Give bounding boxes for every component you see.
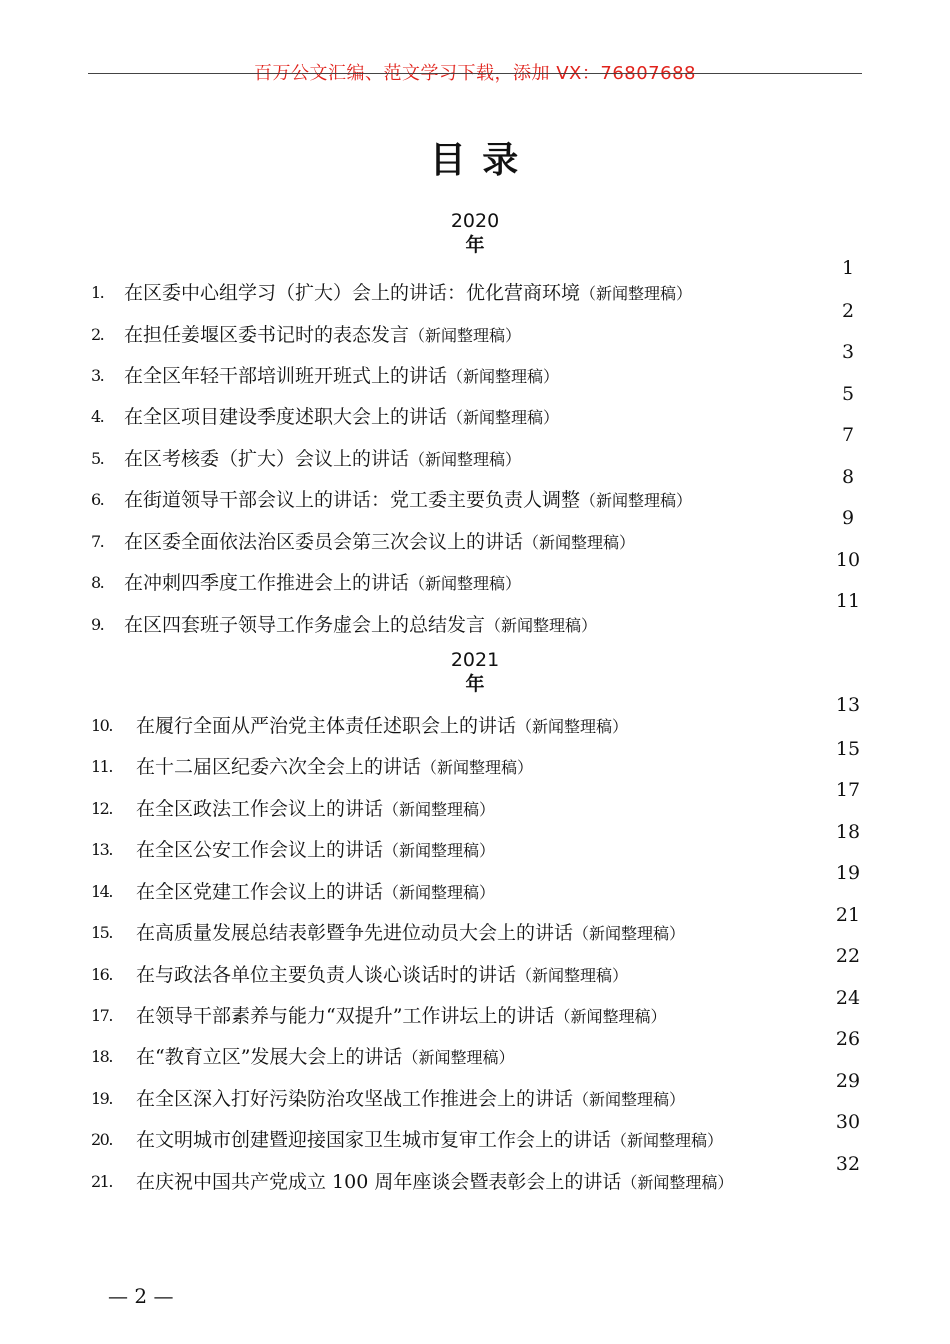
toc-entry-note: （新闻整理稿） bbox=[409, 574, 522, 593]
toc-entry-title: 在全区年轻干部培训班开班式上的讲话 bbox=[124, 365, 448, 387]
toc-entry-title: 在区委中心组学习（扩大）会上的讲话：优化营商环境 bbox=[124, 282, 581, 304]
toc-entry-number: 19. bbox=[91, 1089, 112, 1108]
toc-entry-number: 9. bbox=[91, 615, 104, 634]
toc-entry-note: （新闻整理稿） bbox=[421, 758, 534, 777]
toc-entry-number: 10. bbox=[91, 716, 112, 735]
toc-entry-title: 在冲刺四季度工作推进会上的讲话 bbox=[124, 572, 410, 594]
toc-entry-title: 在全区党建工作会议上的讲话 bbox=[136, 881, 384, 903]
toc-entry-title: 在履行全面从严治党主体责任述职会上的讲话 bbox=[136, 715, 517, 737]
toc-entry-note: （新闻整理稿） bbox=[485, 616, 598, 635]
header-watermark-text: 百万公文汇编、范文学习下载，添加 VX：76807688 bbox=[254, 63, 696, 84]
toc-entry-number: 8. bbox=[91, 573, 104, 592]
toc-entry-number: 17. bbox=[91, 1006, 112, 1025]
toc-entry-note: （新闻整理稿） bbox=[516, 717, 629, 736]
toc-page-number: 30 bbox=[835, 1111, 861, 1133]
toc-page-number: 15 bbox=[835, 738, 861, 760]
toc-page-number: 5 bbox=[841, 383, 855, 405]
toc-entry-number: 20. bbox=[91, 1130, 112, 1149]
toc-entry-title: 在区考核委（扩大）会议上的讲话 bbox=[124, 448, 410, 470]
toc-page-number: 13 bbox=[835, 694, 861, 716]
year-number: 2020 bbox=[450, 210, 500, 232]
toc-page-number: 21 bbox=[835, 904, 861, 926]
toc-page-number: 3 bbox=[841, 341, 855, 363]
toc-page-number: 24 bbox=[835, 987, 861, 1009]
toc-entry-number: 3. bbox=[91, 366, 104, 385]
toc-entry-title: 在区委全面依法治区委员会第三次会议上的讲话 bbox=[124, 531, 524, 553]
footer-page-label: — 2 — bbox=[108, 1284, 174, 1308]
toc-entry-number: 13. bbox=[91, 840, 112, 859]
toc-entry-note: （新闻整理稿） bbox=[383, 800, 496, 819]
toc-page-number: 10 bbox=[835, 549, 861, 571]
toc-entry-note: （新闻整理稿） bbox=[383, 883, 496, 902]
toc-entry-number: 6. bbox=[91, 490, 104, 509]
toc-entry-note: （新闻整理稿） bbox=[611, 1131, 724, 1150]
toc-entry-number: 7. bbox=[91, 532, 104, 551]
toc-entry-number: 5. bbox=[91, 449, 104, 468]
year-heading-2021 bbox=[0, 648, 950, 696]
toc-entry-number: 12. bbox=[91, 799, 112, 818]
toc-entry-note: （新闻整理稿） bbox=[383, 841, 496, 860]
header-divider bbox=[88, 73, 862, 74]
toc-entry-number: 15. bbox=[91, 923, 112, 942]
toc-page-number: 22 bbox=[835, 945, 861, 967]
toc-entry-title: 在街道领导干部会议上的讲话：党工委主要负责人调整 bbox=[124, 489, 581, 511]
toc-page-number: 9 bbox=[841, 507, 855, 529]
page-title: 目 录 bbox=[429, 140, 521, 181]
toc-entry-title: 在领导干部素养与能力“双提升”工作讲坛上的讲话 bbox=[136, 1005, 555, 1027]
toc-entry-title: 在全区公安工作会议上的讲话 bbox=[136, 839, 384, 861]
toc-page-number: 18 bbox=[835, 821, 861, 843]
toc-page-number: 17 bbox=[835, 779, 861, 801]
toc-entry-number: 11. bbox=[91, 757, 112, 776]
toc-entry-title: 在全区政法工作会议上的讲话 bbox=[136, 798, 384, 820]
toc-page-number: 1 bbox=[841, 257, 855, 279]
toc-entry-title: 在全区项目建设季度述职大会上的讲话 bbox=[124, 406, 448, 428]
toc-entry-note: （新闻整理稿） bbox=[447, 367, 560, 386]
toc-entry-note: （新闻整理稿） bbox=[402, 1048, 515, 1067]
toc-entry-note: （新闻整理稿） bbox=[447, 408, 560, 427]
toc-entry-title: 在区四套班子领导工作务虚会上的总结发言 bbox=[124, 614, 486, 636]
toc-entry-note: （新闻整理稿） bbox=[409, 450, 522, 469]
toc-entry-number: 4. bbox=[91, 407, 104, 426]
year-number: 2021 bbox=[450, 649, 500, 671]
toc-entry-note: （新闻整理稿） bbox=[554, 1007, 667, 1026]
toc-page-number: 26 bbox=[835, 1028, 861, 1050]
toc-entry-number: 21. bbox=[91, 1172, 112, 1191]
toc-entry-note: （新闻整理稿） bbox=[621, 1173, 734, 1192]
toc-page-number: 2 bbox=[841, 300, 855, 322]
toc-entry-note: （新闻整理稿） bbox=[523, 533, 636, 552]
toc-entry-title: 在全区深入打好污染防治攻坚战工作推进会上的讲话 bbox=[136, 1088, 574, 1110]
toc-page-number: 7 bbox=[841, 424, 855, 446]
toc-entry-number: 16. bbox=[91, 965, 112, 984]
toc-entry-number: 14. bbox=[91, 882, 112, 901]
toc-page-number: 11 bbox=[835, 590, 861, 612]
toc-entry-title: 在十二届区纪委六次全会上的讲话 bbox=[136, 756, 422, 778]
toc-entry-number: 2. bbox=[91, 325, 104, 344]
toc-page-number: 19 bbox=[835, 862, 861, 884]
toc-entry-note: （新闻整理稿） bbox=[580, 491, 693, 510]
toc-entry-note: （新闻整理稿） bbox=[573, 924, 686, 943]
toc-entry-title: 在文明城市创建暨迎接国家卫生城市复审工作会上的讲话 bbox=[136, 1129, 612, 1151]
toc-entry-title: 在庆祝中国共产党成立 100 周年座谈会暨表彰会上的讲话 bbox=[136, 1171, 622, 1193]
toc-entry-note: （新闻整理稿） bbox=[409, 326, 522, 345]
toc-entry-title: 在与政法各单位主要负责人谈心谈话时的讲话 bbox=[136, 964, 517, 986]
toc-entry-title: 在“教育立区”发展大会上的讲话 bbox=[136, 1046, 403, 1068]
toc-entry-note: （新闻整理稿） bbox=[516, 966, 629, 985]
toc-entry-title: 在高质量发展总结表彰暨争先进位动员大会上的讲话 bbox=[136, 922, 574, 944]
year-heading-2020 bbox=[0, 209, 950, 257]
toc-page-number: 32 bbox=[835, 1153, 861, 1175]
toc-entry-title: 在担任姜堰区委书记时的表态发言 bbox=[124, 324, 410, 346]
toc-entry-number: 18. bbox=[91, 1047, 112, 1066]
year-suffix: 年 bbox=[465, 673, 485, 695]
toc-page-number: 8 bbox=[841, 466, 855, 488]
toc-page-number: 29 bbox=[835, 1070, 861, 1092]
toc-entry-note: （新闻整理稿） bbox=[580, 284, 693, 303]
year-suffix: 年 bbox=[465, 234, 485, 256]
toc-entry-number: 1. bbox=[91, 283, 104, 302]
toc-entry-note: （新闻整理稿） bbox=[573, 1090, 686, 1109]
